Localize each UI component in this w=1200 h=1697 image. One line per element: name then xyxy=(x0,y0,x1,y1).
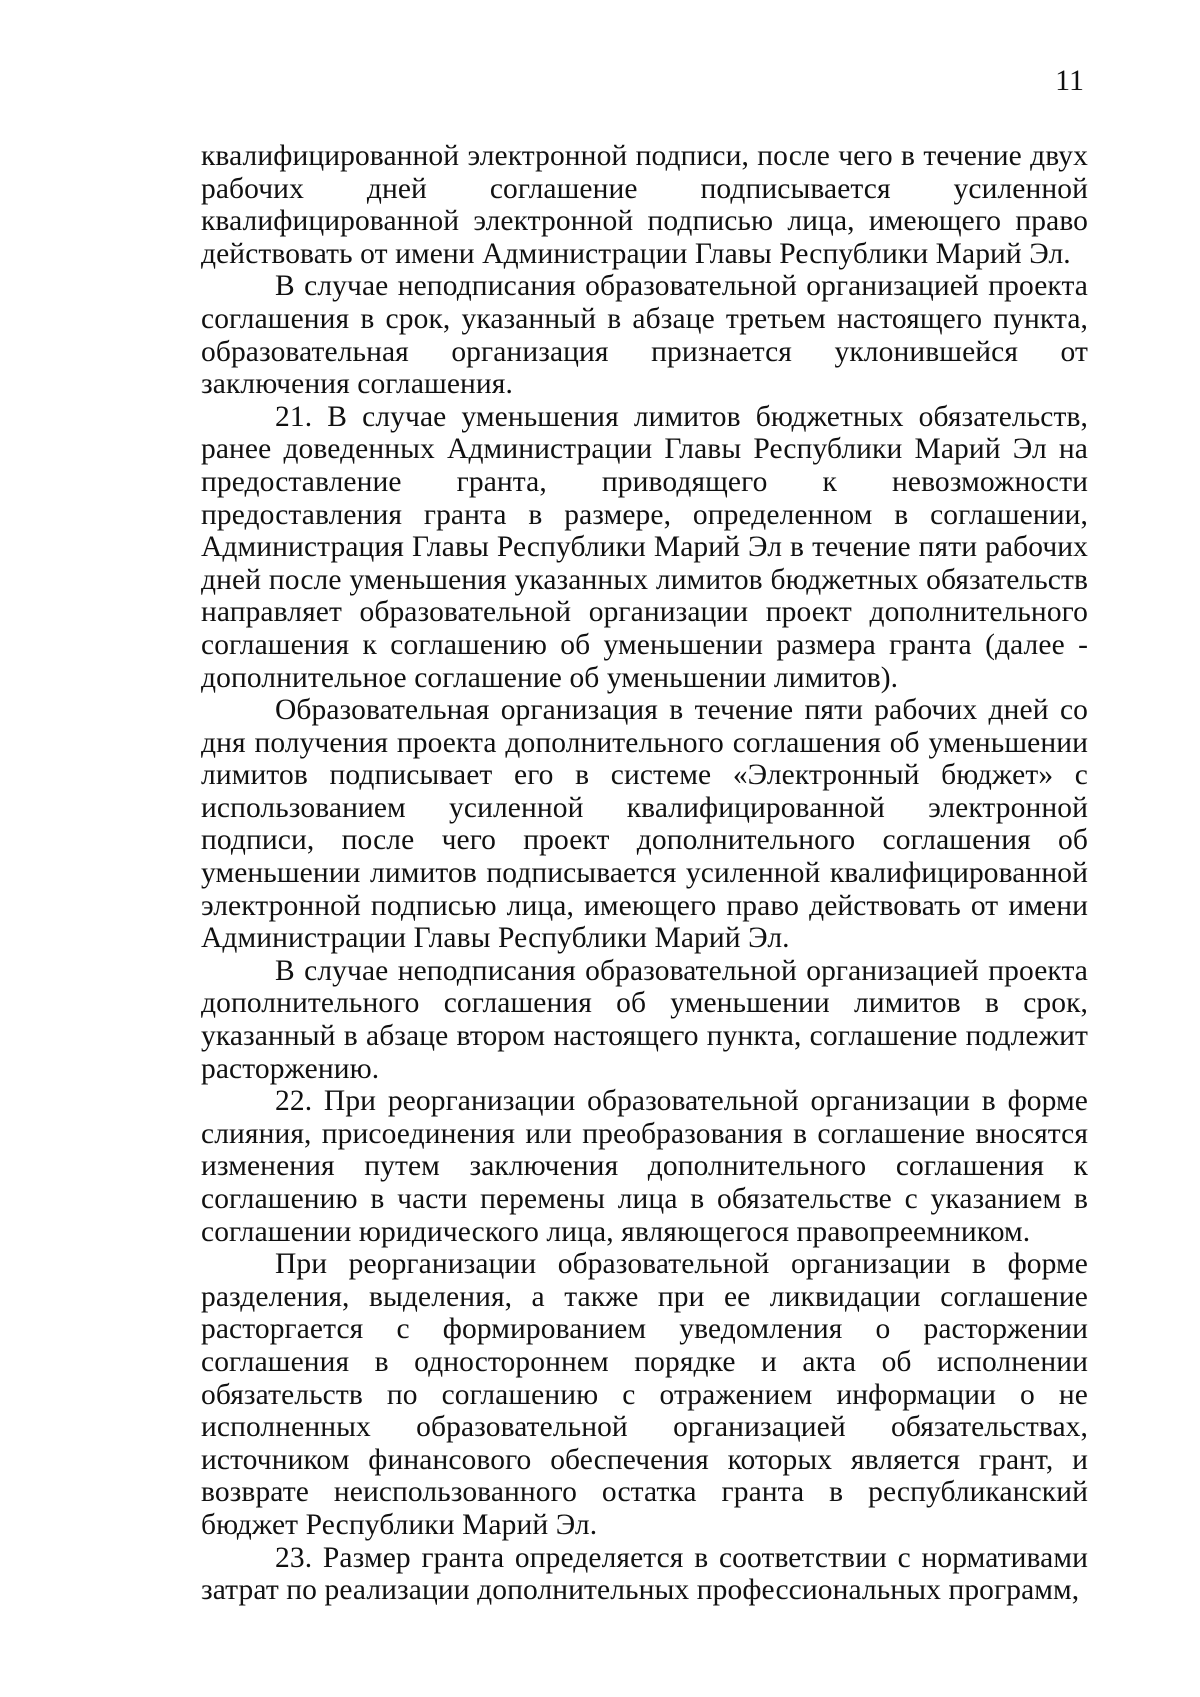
document-body xyxy=(201,140,1088,1607)
paragraph-4: Образовательная организация в течение пяти рабочих дней со дня получения проекта дополнительного соглашения об уменьшении лимитов подписывает его в системе «Электронный бюджет» с использованием усиленной квалифицированной электронной подписи, после чего проект дополнительного соглашения об уменьшении лимитов подписывается усиленной квалифицированной электронной подписью лица, имеющего право действовать от имени Администрации Главы Республики Марий Эл. xyxy=(201,694,1088,955)
page-number: 11 xyxy=(1055,64,1084,97)
paragraph-5: В случае неподписания образовательной организацией проекта дополнительного соглашения об уменьшении лимитов в срок, указанный в абзаце втором настоящего пункта, соглашение подлежит расторжению. xyxy=(201,954,1088,1085)
paragraph-7: При реорганизации образовательной организации в форме разделения, выделения, а также при ее ликвидации соглашение расторгается с формированием уведомления о расторжении соглашения в одностороннем порядке и акта об исполнении обязательств по соглашению с отражением информации о не исполненных образовательной организацией обязательствах, источником финансового обеспечения которых является грант, и возврате неиспользованного остатка гранта в республиканский бюджет Республики Марий Эл. xyxy=(201,1248,1088,1541)
paragraph-8: 23. Размер гранта определяется в соответствии с нормативами затрат по реализации дополнительных профессиональных программ, xyxy=(201,1541,1088,1607)
paragraph-6: 22. При реорганизации образовательной организации в форме слияния, присоединения или преобразования в соглашение вносятся изменения путем заключения дополнительного соглашения к соглашению в части перемены лица в обязательстве с указанием в соглашении юридического лица, являющегося правопреемником. xyxy=(201,1085,1088,1248)
paragraph-1: квалифицированной электронной подписи, после чего в течение двух рабочих дней соглашение подписывается усиленной квалифицированной электронной подписью лица, имеющего право действовать от имени Администрации Главы Республики Марий Эл. xyxy=(201,140,1088,270)
paragraph-2: В случае неподписания образовательной организацией проекта соглашения в срок, указанный в абзаце третьем настоящего пункта, образовательная организация признается уклонившейся от заключения соглашения. xyxy=(201,270,1088,401)
paragraph-3: 21. В случае уменьшения лимитов бюджетных обязательств, ранее доведенных Администрации Главы Республики Марий Эл на предоставление гранта, приводящего к невозможности предоставления гранта в размере, определенном в соглашении, Администрация Главы Республики Марий Эл в течение пяти рабочих дней после уменьшения указанных лимитов бюджетных обязательств направляет образовательной организации проект дополнительного соглашения к соглашению об уменьшении размера гранта (далее - дополнительное соглашение об уменьшении лимитов). xyxy=(201,400,1088,694)
